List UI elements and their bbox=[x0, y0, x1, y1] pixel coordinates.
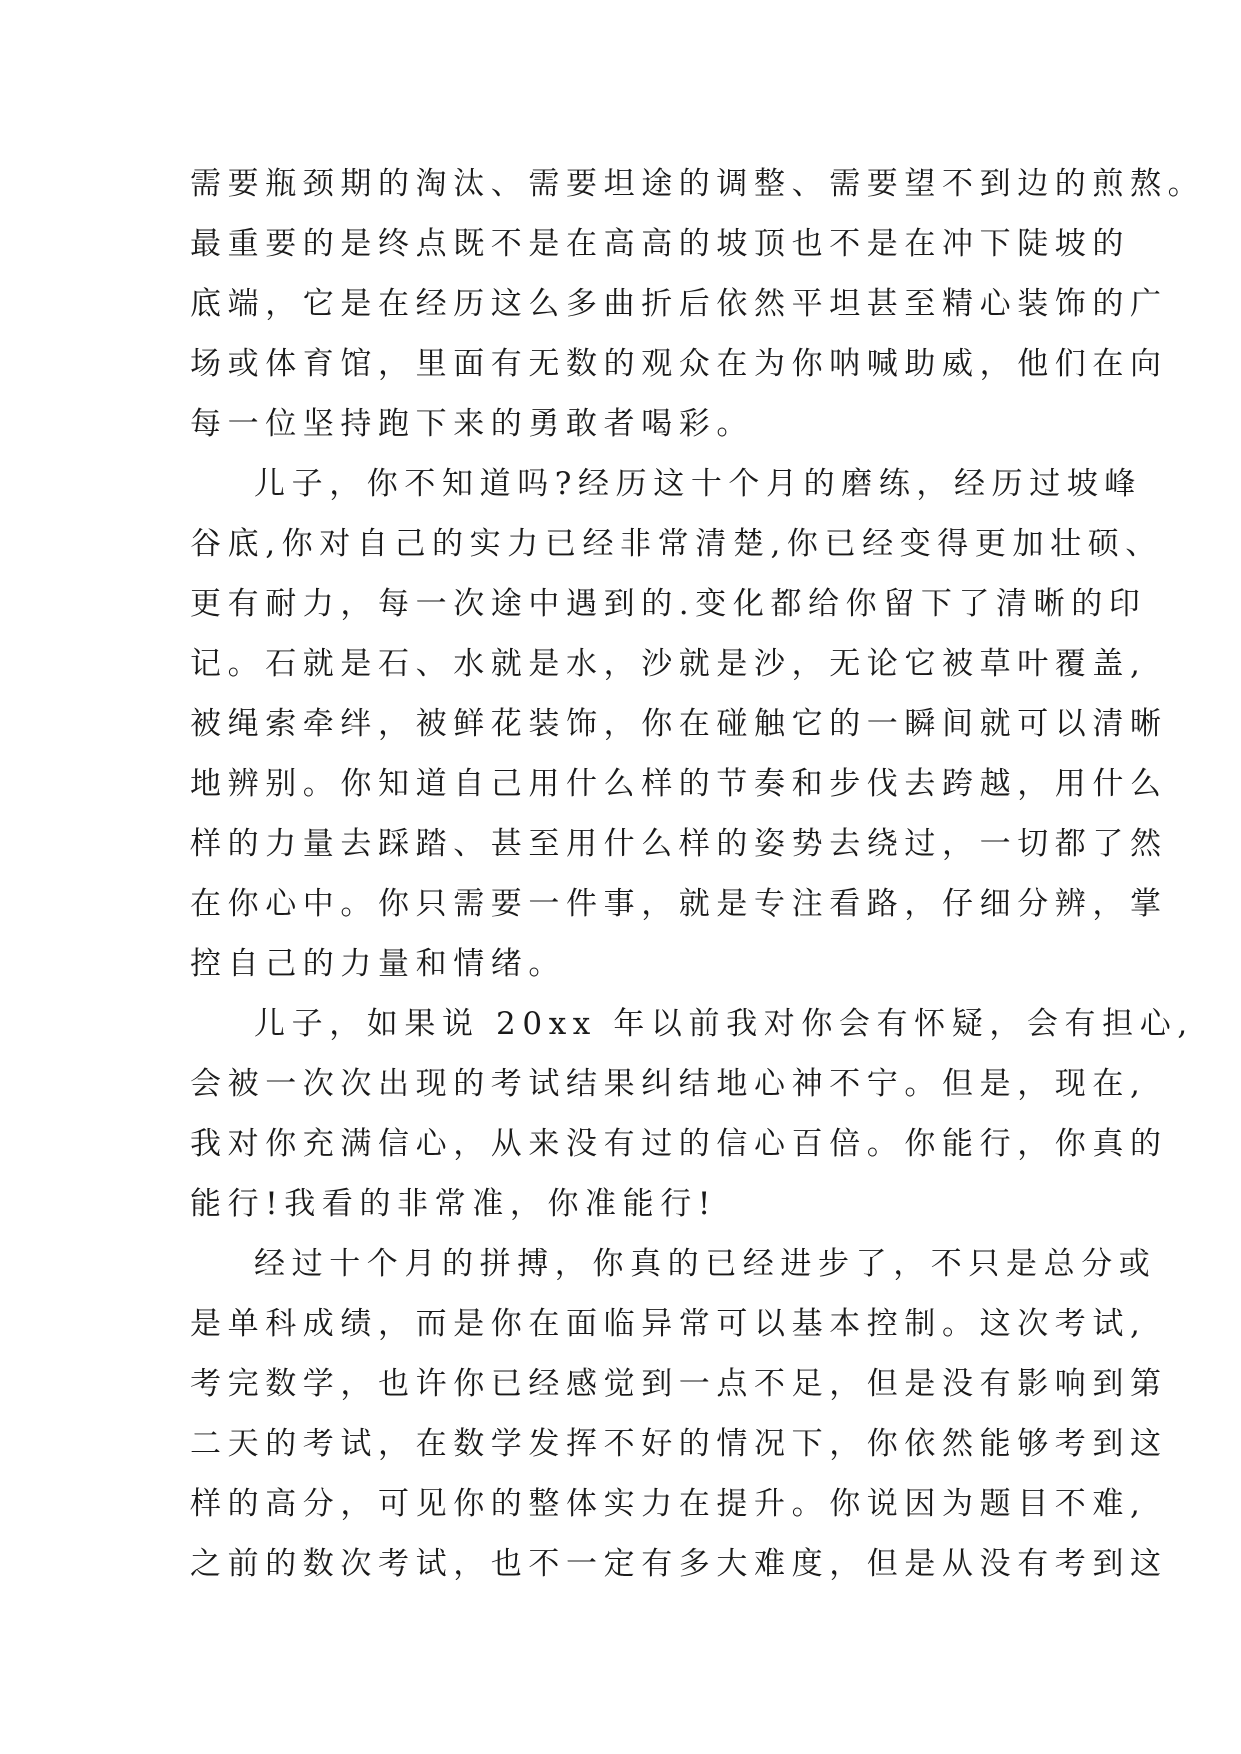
text-line: 被绳索牵绊，被鲜花装饰，你在碰触它的一瞬间就可以清晰 bbox=[190, 706, 1168, 742]
text-line: 地辨别。你知道自己用什么样的节奏和步伐去跨越，用什么 bbox=[190, 766, 1168, 802]
text-line: 更有耐力，每一次途中遇到的.变化都给你留下了清晰的印 bbox=[190, 586, 1147, 622]
text-line: 二天的考试，在数学发挥不好的情况下，你依然能够考到这 bbox=[190, 1426, 1168, 1462]
body-text bbox=[190, 154, 1206, 1594]
text-line: 需要瓶颈期的淘汰、需要坦途的调整、需要望不到边的煎熬。 bbox=[190, 166, 1206, 202]
text-line: 在你心中。你只需要一件事，就是专注看路，仔细分辨，掌 bbox=[190, 886, 1168, 922]
text-line: 谷底,你对自己的实力已经非常清楚,你已经变得更加壮硕、 bbox=[190, 526, 1163, 562]
text-line: 我对你充满信心，从来没有过的信心百倍。你能行，你真的 bbox=[190, 1126, 1168, 1162]
paragraph-first-line: 儿子，你不知道吗?经历这十个月的磨练，经历过坡峰 bbox=[254, 466, 1143, 502]
text-line: 场或体育馆，里面有无数的观众在为你呐喊助威，他们在向 bbox=[190, 346, 1168, 382]
text-line: 底端，它是在经历这么多曲折后依然平坦甚至精心装饰的广 bbox=[190, 286, 1168, 322]
text-line: 控自己的力量和情绪。 bbox=[190, 946, 566, 982]
text-line: 考完数学，也许你已经感觉到一点不足，但是没有影响到第 bbox=[190, 1366, 1168, 1402]
text-line: 最重要的是终点既不是在高高的坡顶也不是在冲下陡坡的 bbox=[190, 226, 1130, 262]
text-line: 能行!我看的非常准，你准能行! bbox=[190, 1186, 717, 1222]
text-line: 样的力量去踩踏、甚至用什么样的姿势去绕过，一切都了然 bbox=[190, 826, 1168, 862]
text-line: 样的高分，可见你的整体实力在提升。你说因为题目不难, bbox=[190, 1486, 1147, 1522]
text-line: 会被一次次出现的考试结果纠结地心神不宁。但是，现在, bbox=[190, 1066, 1147, 1102]
text-line: 记。石就是石、水就是水，沙就是沙，无论它被草叶覆盖, bbox=[190, 646, 1147, 682]
paragraph-first-line: 儿子，如果说 20xx 年以前我对你会有怀疑，会有担心, bbox=[254, 1006, 1194, 1042]
text-line: 每一位坚持跑下来的勇敢者喝彩。 bbox=[190, 406, 754, 442]
text-line: 是单科成绩，而是你在面临异常可以基本控制。这次考试, bbox=[190, 1306, 1147, 1342]
paragraph-first-line: 经过十个月的拼搏，你真的已经进步了，不只是总分或 bbox=[254, 1246, 1157, 1282]
text-line: 之前的数次考试，也不一定有多大难度，但是从没有考到这 bbox=[190, 1546, 1168, 1582]
